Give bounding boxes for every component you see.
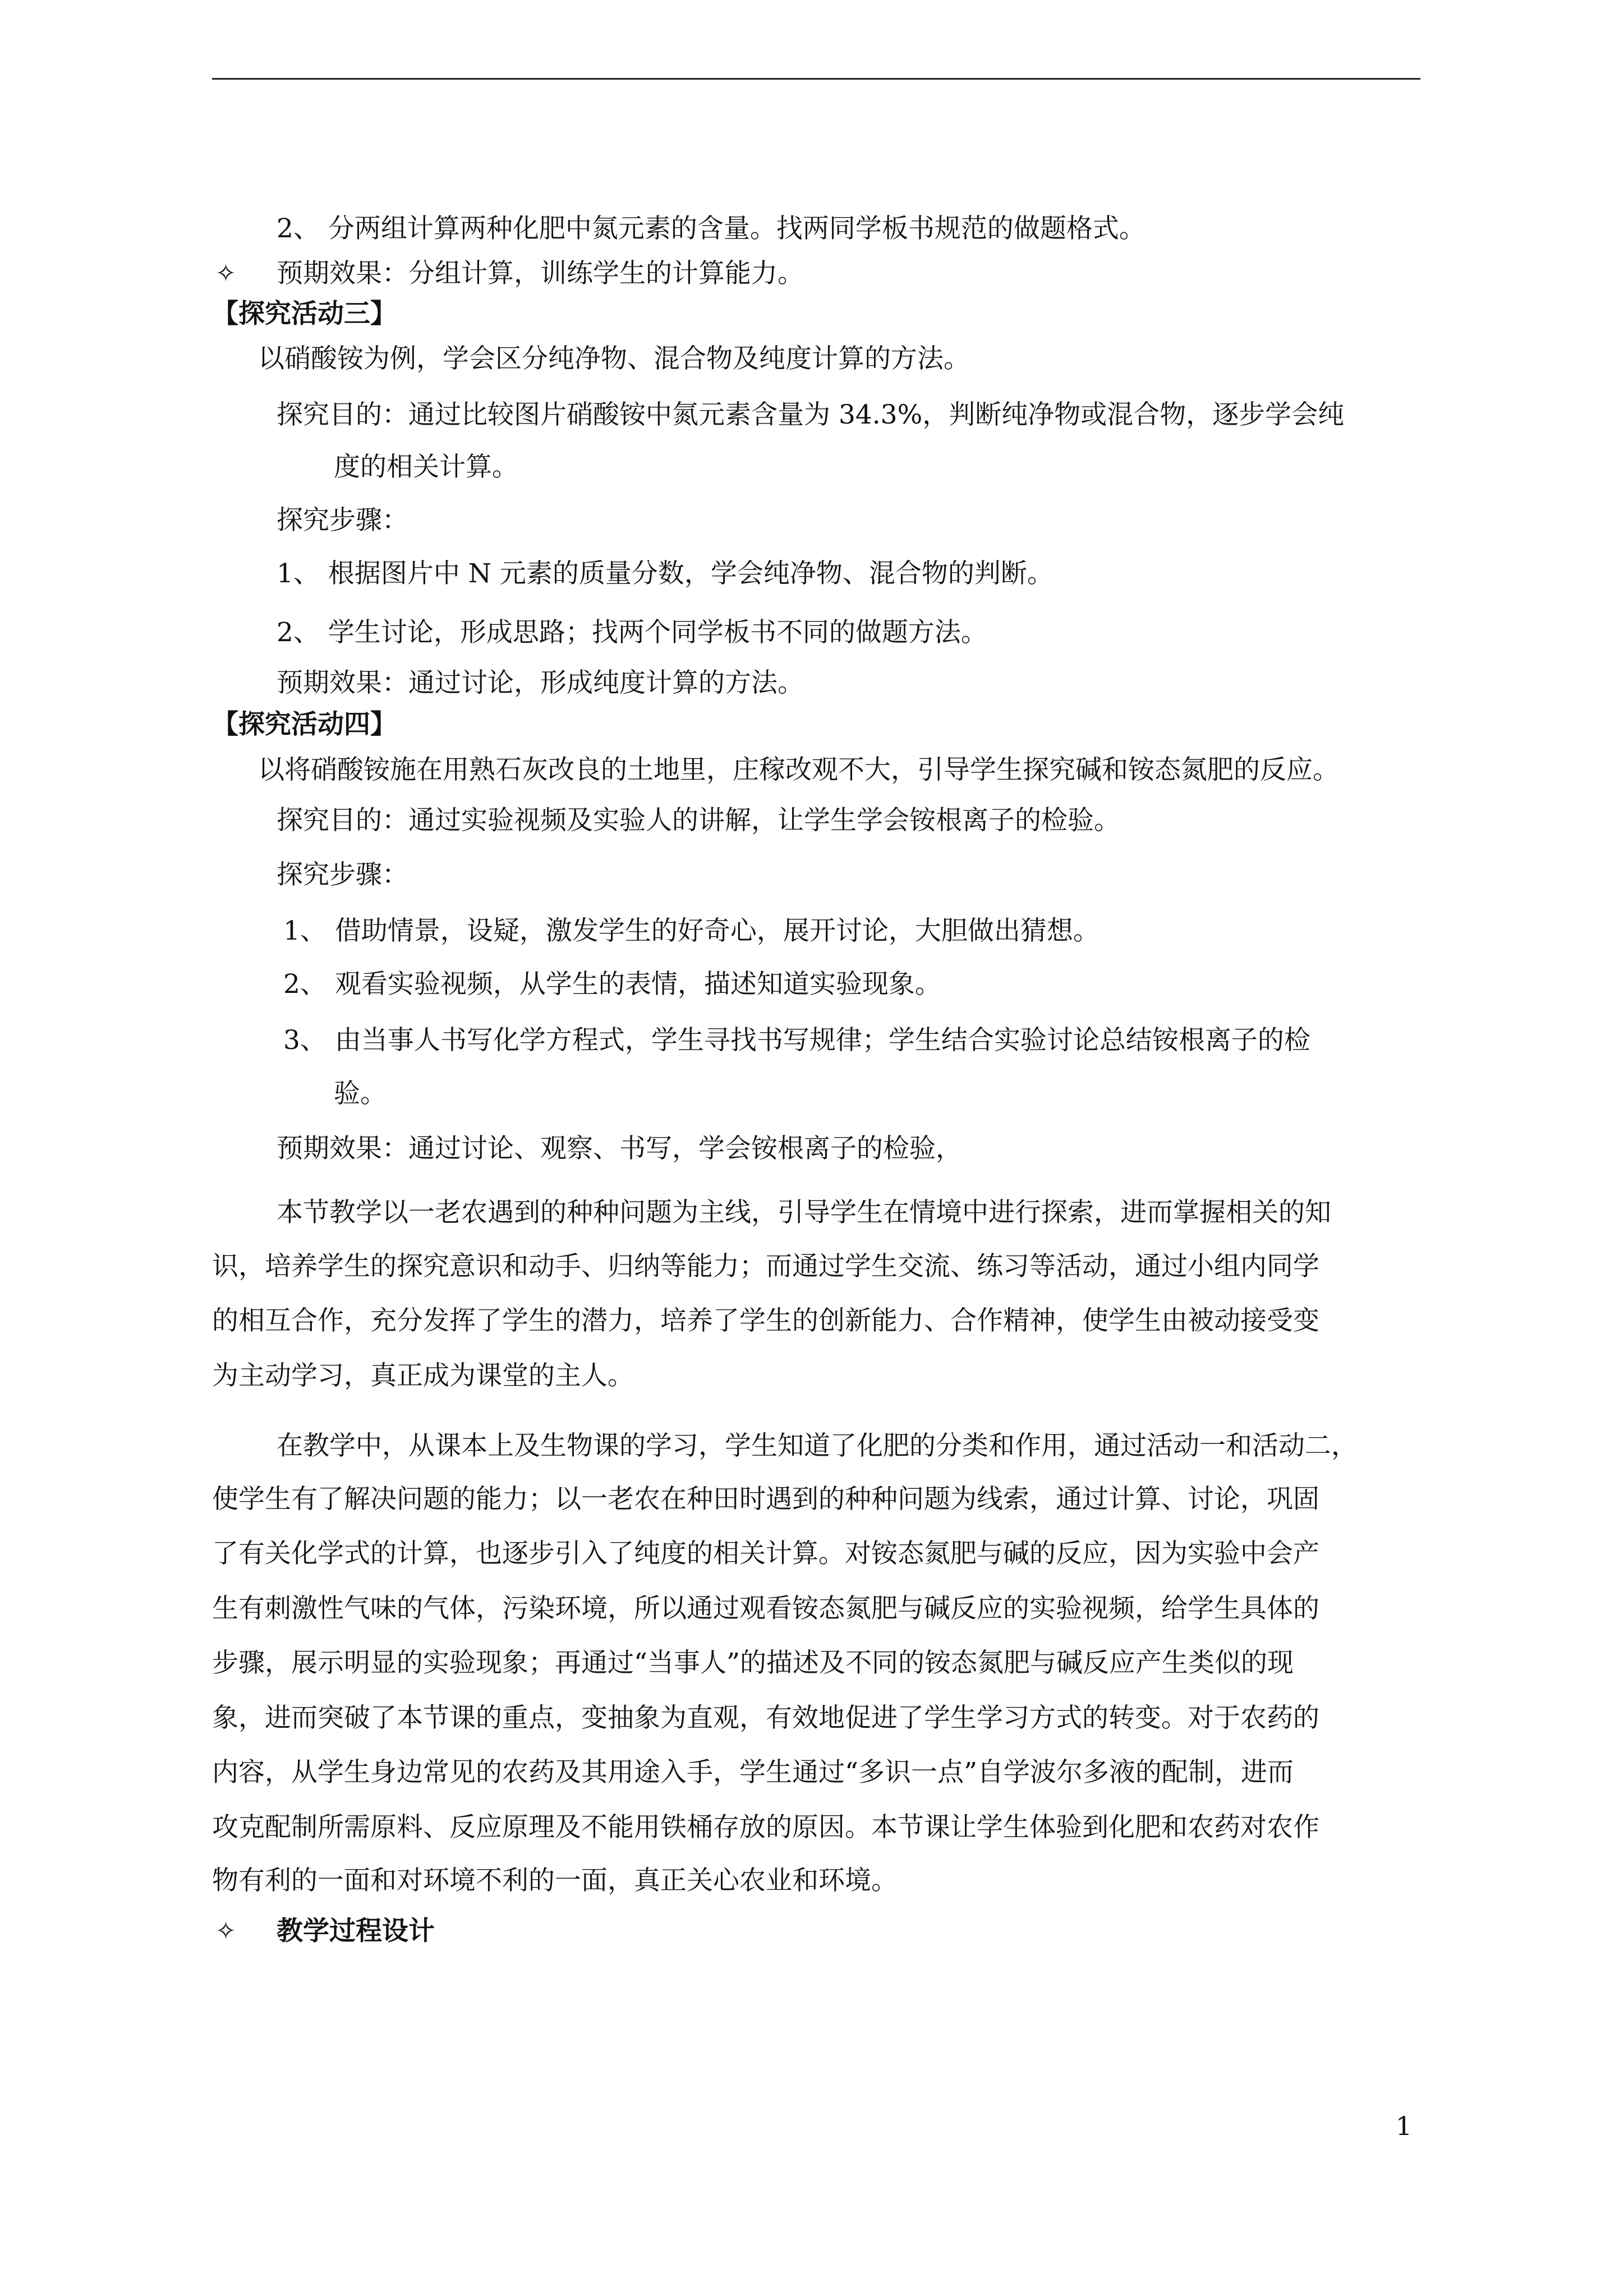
text-line-7: 探究步骤： [277,505,408,536]
text-line-19: 预期效果：通过讨论、观察、书写，学会铵根离子的检验， [277,1133,962,1164]
text-line-18: 验。 [334,1078,387,1109]
text-line-17: 3、 由当事人书写化学方程式，学生寻找书写规律；学生结合实验讨论总结铵根离子的检 [283,1025,1310,1056]
text-line-6: 度的相关计算。 [334,452,518,482]
text-line-8: 1、 根据图片中 N 元素的质量分数，学会纯净物、混合物的判断。 [277,558,1053,589]
text-line-9: 2、 学生讨论，形成思路；找两个同学板书不同的做题方法。 [277,617,987,648]
text-line-14: 探究步骤： [277,859,408,890]
text-line-29: 象，进而突破了本节课的重点，变抽象为直观，有效地促进了学生学习方式的转变。对于农药的 [212,1703,1319,1733]
text-line-10: 预期效果：通过讨论，形成纯度计算的方法。 [277,668,804,698]
diamond-bullet-icon: ✧ [215,1917,236,1945]
text-line-25: 使学生有了解决问题的能力；以一老农在种田时遇到的种种问题为线索，通过计算、讨论，巩固 [212,1484,1319,1515]
text-line-20: 本节教学以一老农遇到的种种问题为主线，引导学生在情境中进行探索，进而掌握相关的知 [277,1197,1331,1228]
text-line-28: 步骤，展示明显的实验现象；再通过“当事人”的描述及不同的铵态氮肥与碱反应产生类似的现 [212,1648,1294,1678]
text-line-13: 探究目的：通过实验视频及实验人的讲解，让学生学会铵根离子的检验。 [277,805,1120,836]
text-line-22: 的相互合作，充分发挥了学生的潜力，培养了学生的创新能力、合作精神，使学生由被动接受变 [212,1305,1319,1336]
text-line-24: 在教学中，从课本上及生物课的学习，学生知道了化肥的分类和作用，通过活动一和活动二， [277,1430,1358,1461]
diamond-bullet-icon: ✧ [215,259,236,288]
text-line-27: 生有刺激性气味的气体，污染环境，所以通过观看铵态氮肥与碱反应的实验视频，给学生具体的 [212,1593,1319,1624]
page-number: 1 [1396,2111,1413,2141]
text-line-32: 物有利的一面和对环境不利的一面，真正关心农业和环境。 [212,1865,898,1896]
text-line-21: 识，培养学生的探究意识和动手、归纳等能力；而通过学生交流、练习等活动，通过小组内同学 [212,1251,1319,1282]
header-rule [212,78,1420,80]
text-line-31: 攻克配制所需原料、反应原理及不能用铁桶存放的原因。本节课让学生体验到化肥和农药对农作 [212,1812,1319,1843]
text-line-2: 预期效果：分组计算，训练学生的计算能力。 [277,258,804,289]
text-line-4: 以硝酸铵为例，学会区分纯净物、混合物及纯度计算的方法。 [258,343,970,374]
section-heading-activity-4: 【探究活动四】 [212,709,397,740]
text-line-26: 了有关化学式的计算，也逐步引入了纯度的相关计算。对铵态氮肥与碱的反应，因为实验中会产 [212,1538,1319,1569]
text-line-15: 1、 借助情景，设疑，激发学生的好奇心，展开讨论，大胆做出猜想。 [283,915,1099,946]
text-line-23: 为主动学习，真正成为课堂的主人。 [212,1360,634,1391]
text-line-1: 2、 分两组计算两种化肥中氮元素的含量。找两同学板书规范的做题格式。 [277,213,1145,244]
section-heading-activity-3: 【探究活动三】 [212,298,397,329]
text-line-12: 以将硝酸铵施在用熟石灰改良的土地里，庄稼改观不大，引导学生探究碱和铵态氮肥的反应。 [258,754,1339,785]
text-line-30: 内容，从学生身边常见的农药及其用途入手，学生通过“多识一点”自学波尔多液的配制，进而 [212,1757,1294,1788]
text-line-5: 探究目的：通过比较图片硝酸铵中氮元素含量为 34.3%，判断纯净物或混合物，逐步学会纯 [277,399,1345,430]
text-line-16: 2、 观看实验视频，从学生的表情，描述知道实验现象。 [283,969,941,1000]
section-heading-process-design: 教学过程设计 [277,1916,435,1947]
